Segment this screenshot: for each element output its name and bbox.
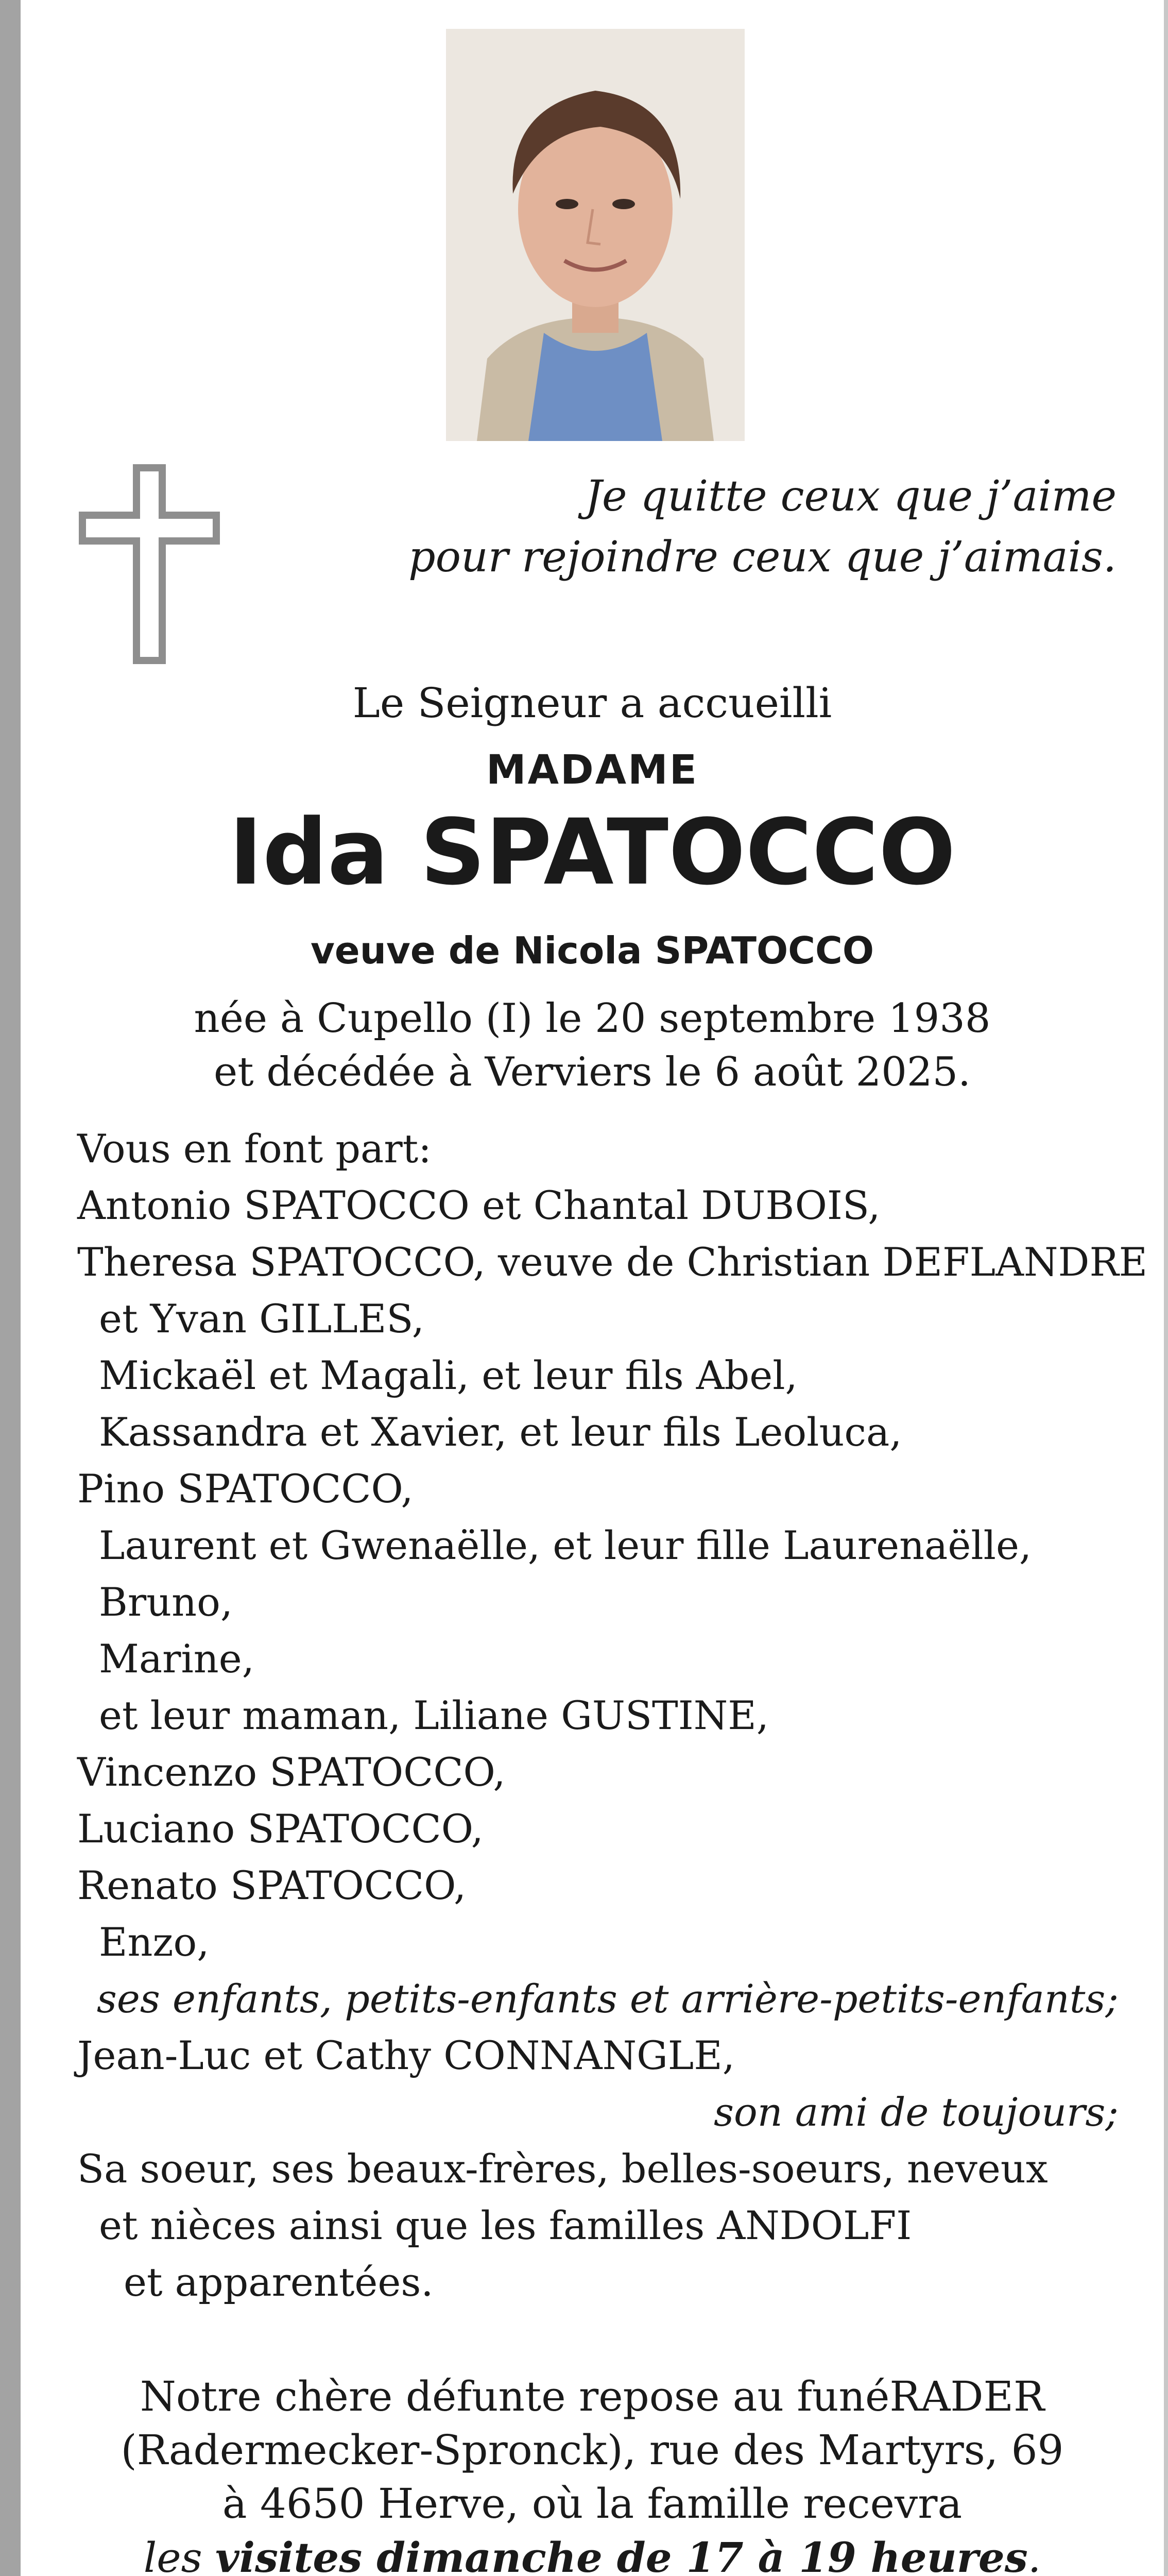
list-item: Bruno,	[99, 1579, 233, 1625]
list-item: Luciano SPATOCCO,	[77, 1806, 484, 1852]
list-item: Antonio SPATOCCO et Chantal DUBOIS,	[77, 1182, 881, 1228]
quote-line: Je quitte ceux que j’aime	[585, 472, 1117, 521]
rest-line: (Radermecker-Spronck), rue des Martyrs, 69	[121, 2426, 1064, 2474]
right-border	[1164, 0, 1168, 2576]
funeral-details	[21, 2370, 1164, 2576]
family-intro: Vous en font part:	[77, 1126, 432, 1172]
visits-suffix: .	[1027, 2534, 1041, 2576]
list-item: Pino SPATOCCO,	[77, 1466, 414, 1512]
list-item: et leur maman, Liliane GUSTINE,	[99, 1692, 769, 1738]
deceased-name: Ida SPATOCCO	[229, 800, 956, 905]
list-item: et Yvan GILLES,	[99, 1296, 424, 1342]
birth-info: née à Cupello (I) le 20 septembre 1938	[194, 995, 991, 1042]
list-item: Theresa SPATOCCO, veuve de Christian DEFLANDRE	[77, 1239, 1148, 1285]
portrait-photo	[446, 29, 745, 441]
family-list	[77, 1121, 1148, 2311]
left-border	[0, 0, 21, 2576]
rest-line: Notre chère défunte repose au funéRADER	[140, 2372, 1045, 2420]
list-item: Enzo,	[99, 1919, 210, 1965]
cross-icon	[77, 464, 221, 665]
relatives-line: et apparentées.	[124, 2259, 434, 2305]
children-caption: ses enfants, petits-enfants et arrière-petits-enfants;	[96, 1976, 1119, 2022]
quote-line: pour rejoindre ceux que j’aimais.	[408, 533, 1117, 582]
widow-of: veuve de Nicola SPATOCCO	[310, 929, 874, 972]
list-item: Laurent et Gwenaëlle, et leur fille Laurenaëlle,	[99, 1522, 1032, 1568]
relatives-line: et nièces ainsi que les familles ANDOLFI	[99, 2202, 912, 2248]
friend: Jean-Luc et Cathy CONNANGLE,	[77, 2032, 735, 2078]
honorific: MADAME	[486, 747, 698, 793]
visits-prefix: les	[143, 2534, 216, 2576]
relatives-line: Sa soeur, ses beaux-frères, belles-soeurs, neveux	[77, 2146, 1048, 2192]
list-item: Renato SPATOCCO,	[77, 1862, 467, 1908]
friend-caption: son ami de toujours;	[714, 2089, 1119, 2135]
rest-line: à 4650 Herve, où la famille recevra	[222, 2480, 963, 2528]
announcement-intro: Le Seigneur a accueilli	[352, 679, 832, 727]
visits-line	[21, 2531, 1164, 2576]
list-item: Vincenzo SPATOCCO,	[77, 1749, 506, 1795]
death-info: et décédée à Verviers le 6 août 2025.	[214, 1049, 971, 1095]
visits-time: visites dimanche de 17 à 19 heures	[215, 2533, 1028, 2576]
list-item: Kassandra et Xavier, et leur fils Leoluca,	[99, 1409, 902, 1455]
list-item: Marine,	[99, 1636, 254, 1682]
list-item: Mickaël et Magali, et leur fils Abel,	[99, 1352, 798, 1398]
